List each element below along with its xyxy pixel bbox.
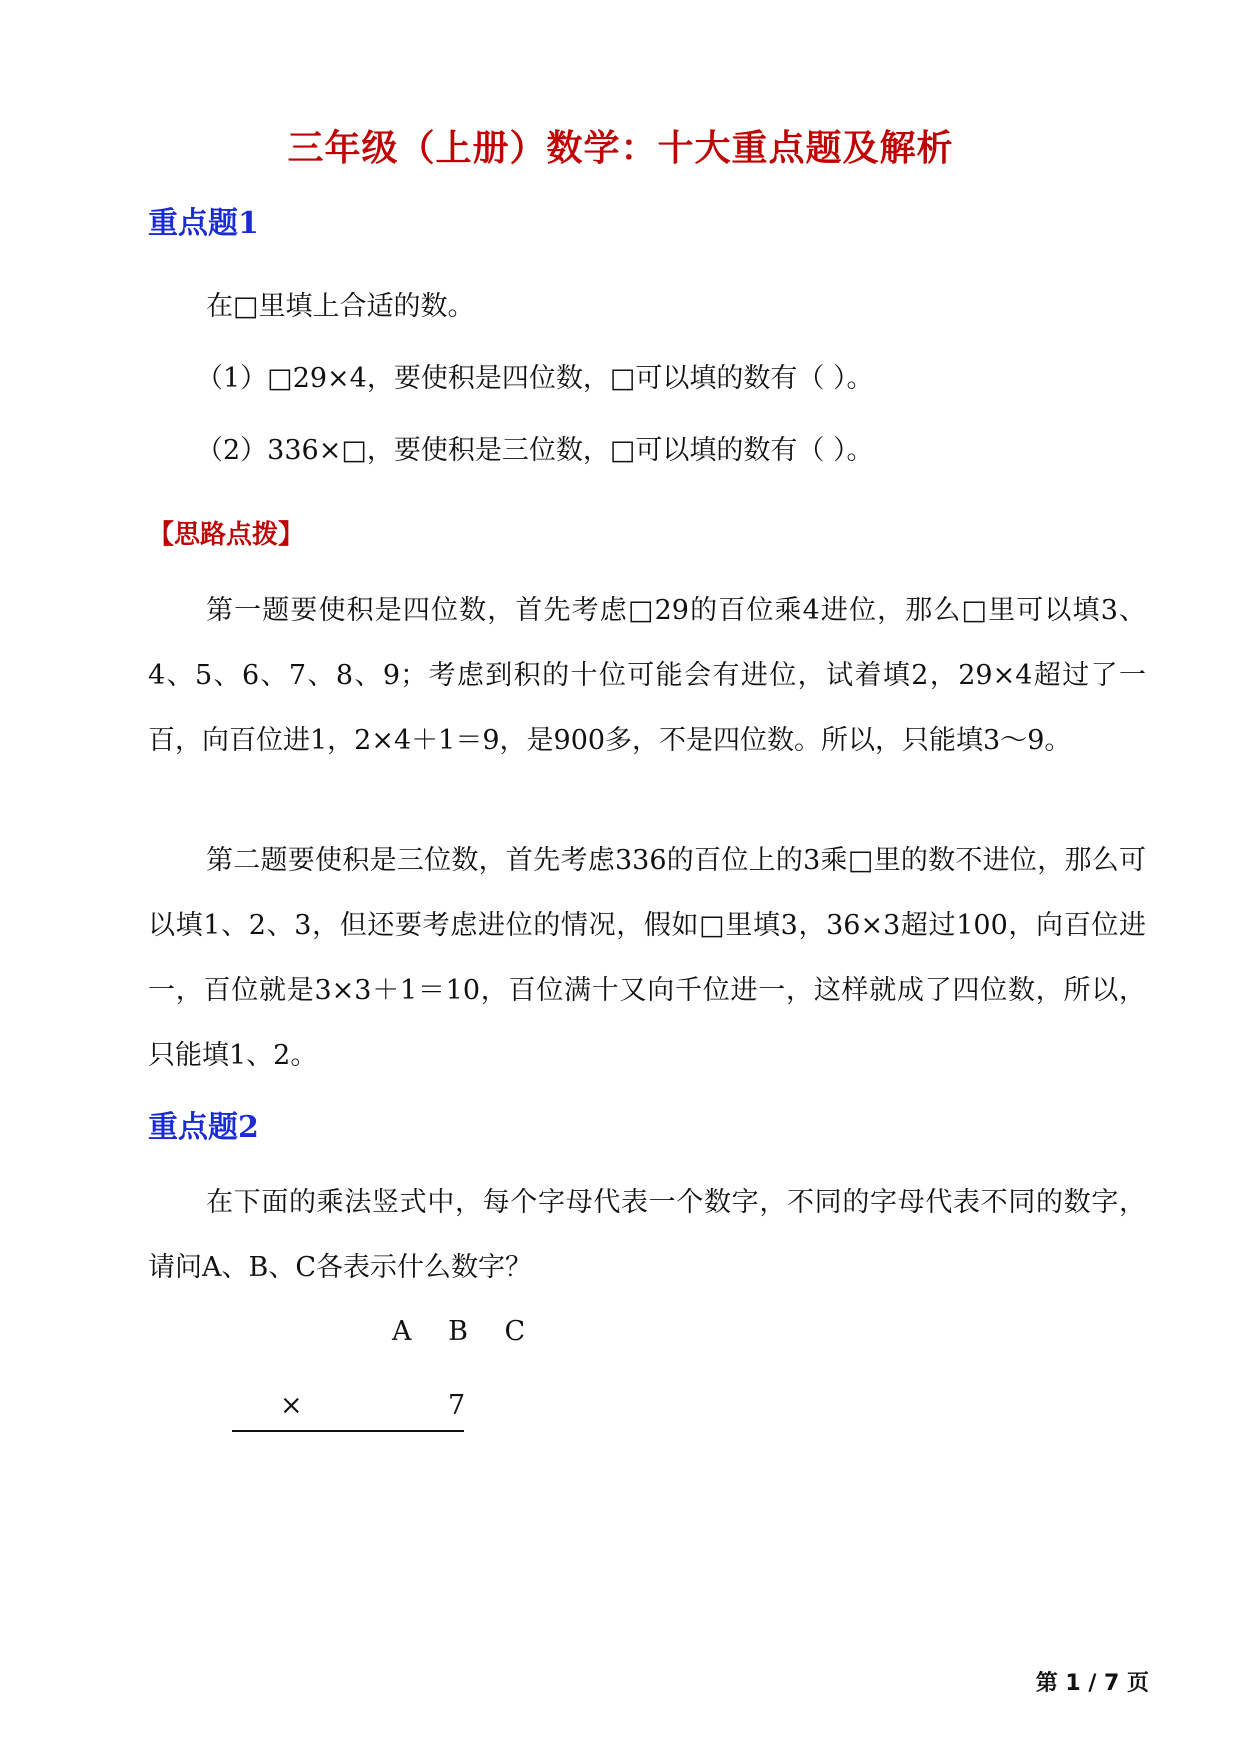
vertical-multiplier-row [232, 1390, 464, 1432]
page-title: 三年级（上册）数学：十大重点题及解析 [287, 127, 954, 169]
vertical-multiplicand: A B C [392, 1316, 540, 1347]
question-2-heading: 重点题2 [148, 1110, 259, 1145]
question-1-intro: 在□里填上合适的数。 [206, 291, 475, 322]
question-2-paragraph: 在下面的乘法竖式中，每个字母代表一个数字，不同的字母代表不同的数字，请问A、B、C各表示什么数字？ [148, 1187, 1146, 1283]
question-1-item-1: （1）□29×4，要使积是四位数，□可以填的数有（ ）。 [196, 363, 874, 394]
times-sign: × [280, 1390, 303, 1421]
multiplier-digit: 7 [448, 1390, 466, 1421]
question-1-item-2: （2）336×□，要使积是三位数，□可以填的数有（ ）。 [196, 435, 874, 466]
question-1-heading: 重点题1 [148, 206, 259, 241]
hint-label: 【思路点拨】 [148, 520, 305, 550]
page-number: 第 1 / 7 页 [1035, 1671, 1149, 1696]
hint-paragraph-2: 第二题要使积是三位数，首先考虑336的百位上的3乘□里的数不进位，那么可以填1、2、3，但还要考虑进位的情况，假如□里填3，36×3超过100，向百位进一，百位就是3×3＋1＝10，百位满十又向千位进一，这样就成了四位数，所以，只能填1、2。 [148, 845, 1146, 1071]
hint-paragraph-1: 第一题要使积是四位数，首先考虑□29的百位乘4进位，那么□里可以填3、4、5、6、7、8、9；考虑到积的十位可能会有进位，试着填2，29×4超过了一百，向百位进1，2×4＋1＝9，是900多，不是四位数。所以，只能填3～9。 [148, 595, 1146, 756]
